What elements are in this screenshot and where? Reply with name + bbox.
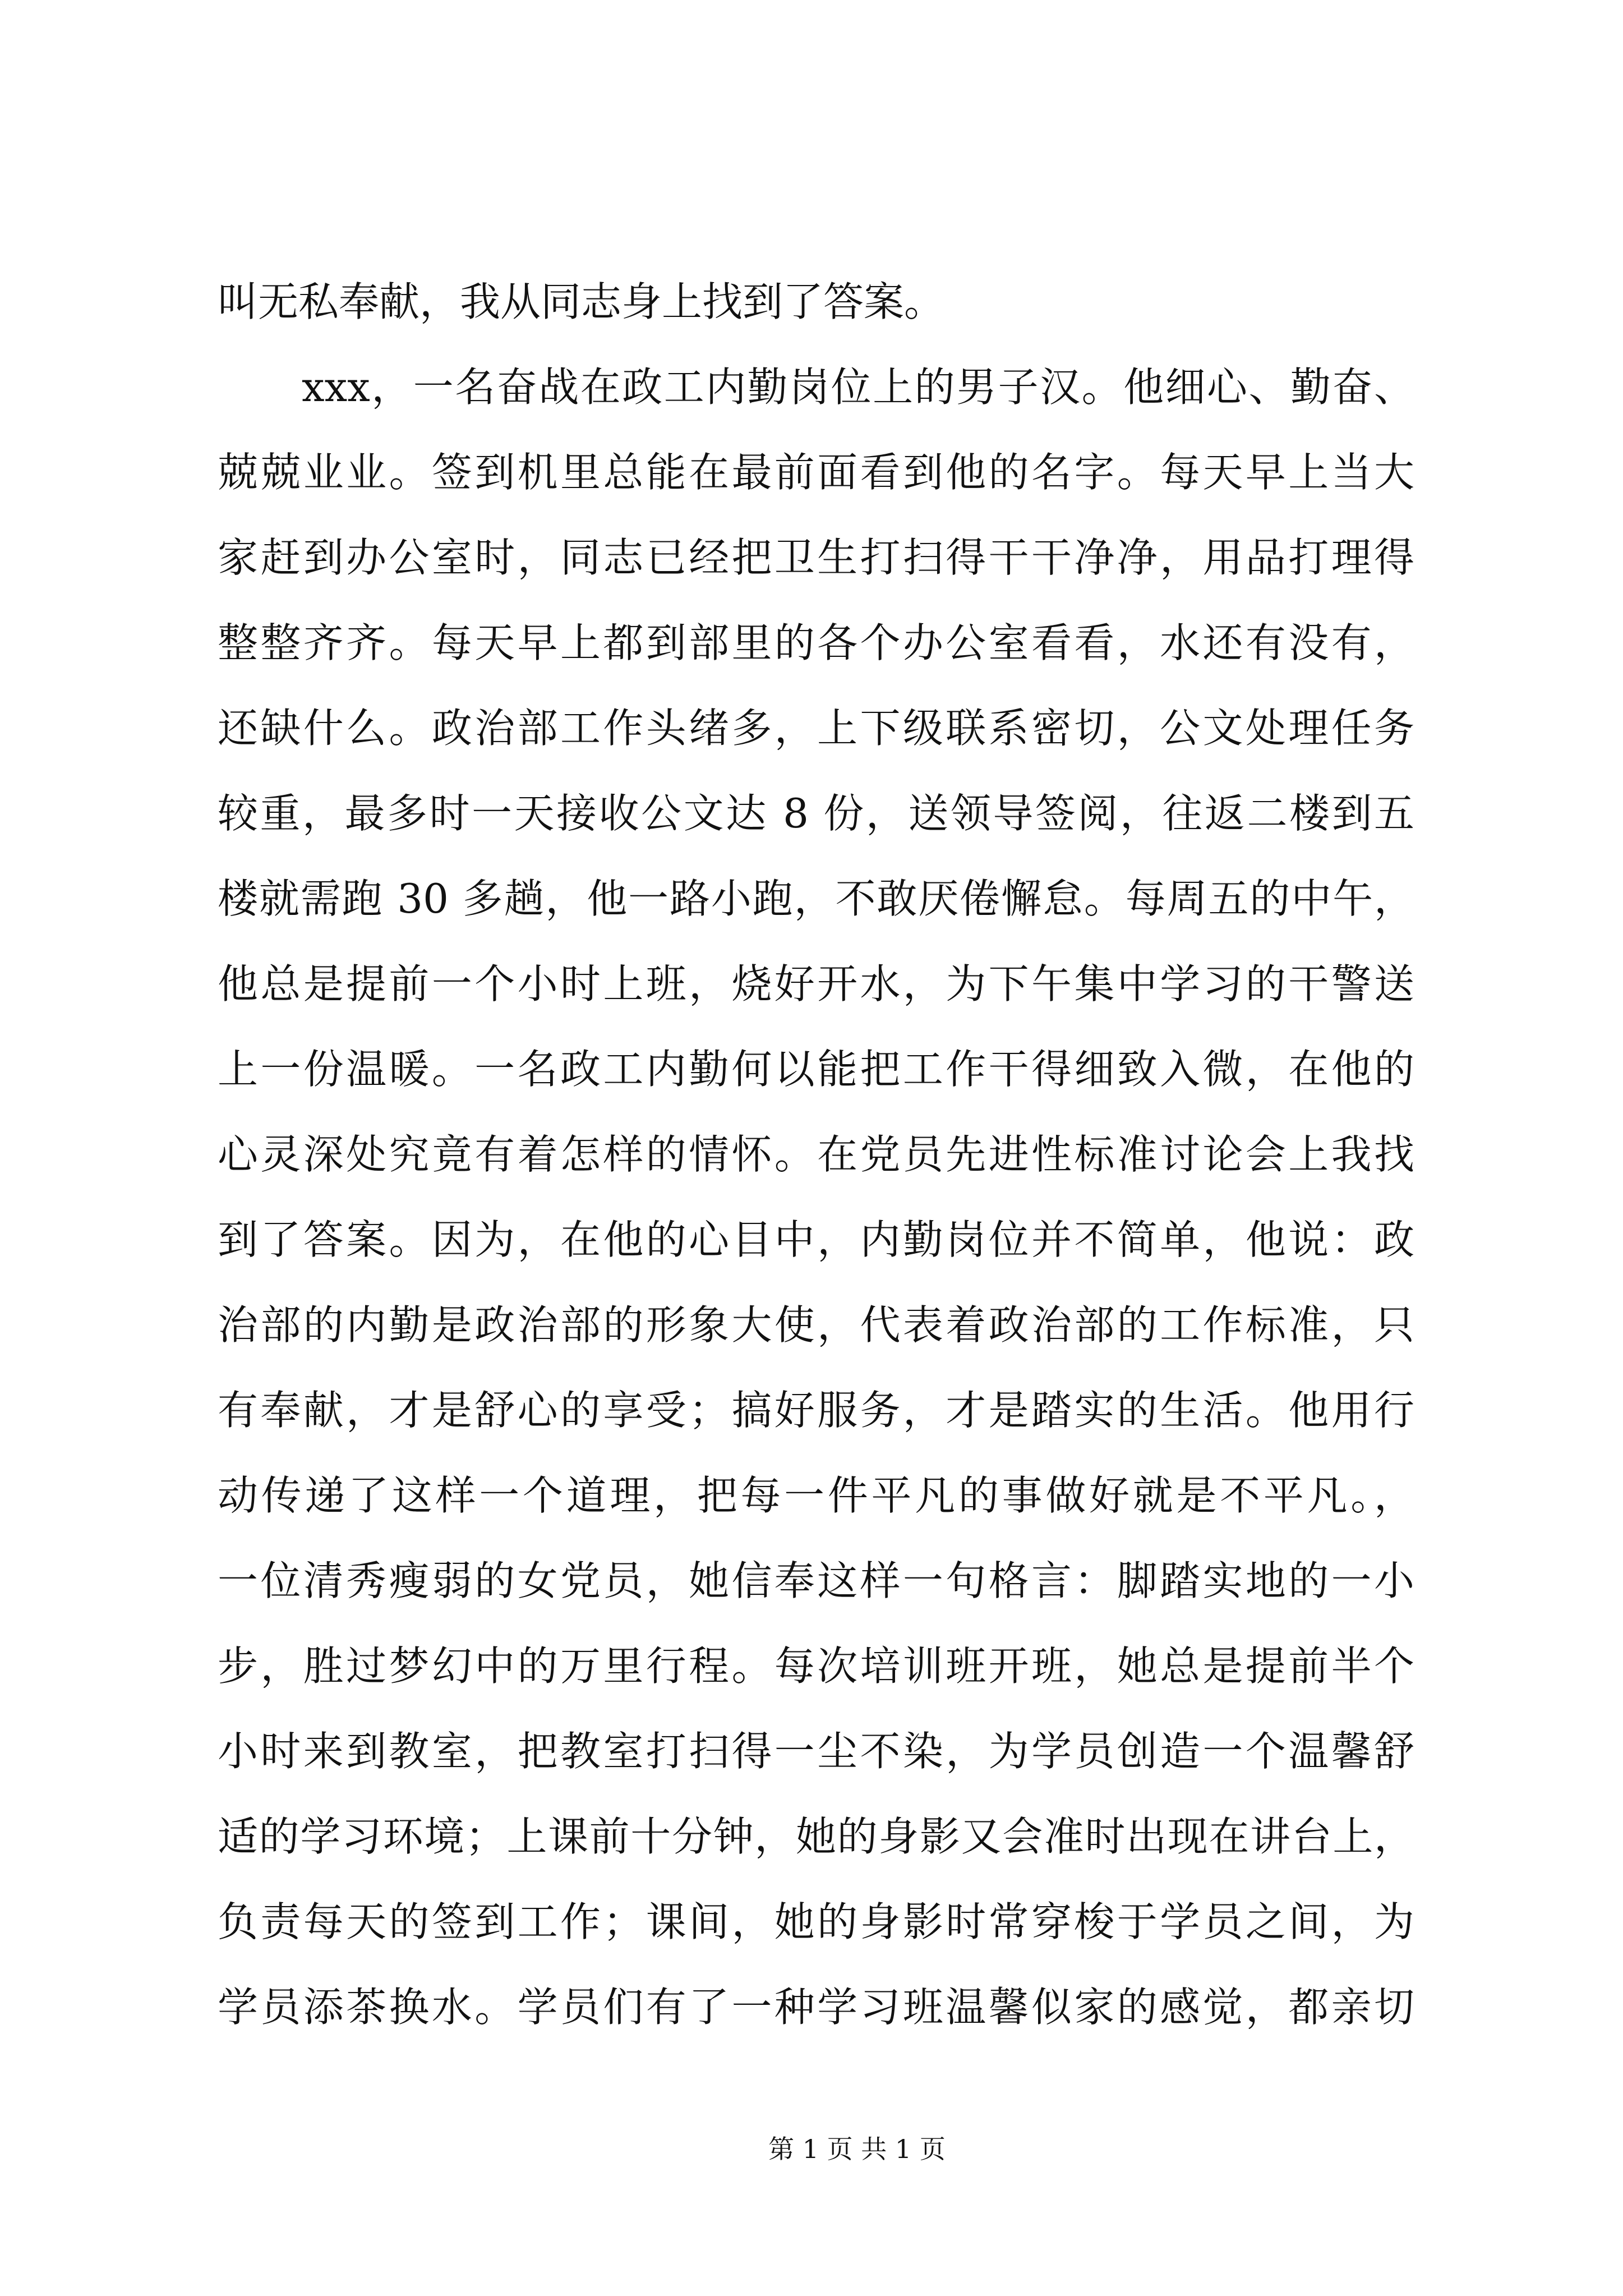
- text-line: 楼就需跑 30 多趟，他一路小跑，不敢厌倦懈怠。每周五的中午，: [218, 875, 1414, 922]
- text-line: 到了答案。因为，在他的心目中，内勤岗位并不简单，他说：政: [218, 1216, 1414, 1263]
- text-line: 他总是提前一个小时上班，烧好开水，为下午集中学习的干警送: [218, 960, 1414, 1007]
- page-number-footer: 第 1 页 共 1 页: [768, 2134, 946, 2164]
- text-line: 小时来到教室，把教室打扫得一尘不染，为学员创造一个温馨舒: [218, 1728, 1414, 1775]
- text-line: 治部的内勤是政治部的形象大使，代表着政治部的工作标准，只: [218, 1301, 1414, 1349]
- text-line: 还缺什么。政治部工作头绪多，上下级联系密切，公文处理任务: [218, 705, 1414, 752]
- text-line: 步，胜过梦幻中的万里行程。每次培训班开班，她总是提前半个: [218, 1642, 1414, 1690]
- text-line: 动传递了这样一个道理，把每一件平凡的事做好就是不平凡。，: [218, 1472, 1414, 1519]
- text-line: 兢兢业业。签到机里总能在最前面看到他的名字。每天早上当大: [218, 449, 1414, 496]
- text-line: 学员添茶换水。学员们有了一种学习班温馨似家的感觉，都亲切: [218, 1984, 1414, 2031]
- text-line: 叫无私奉献，我从同志身上找到了答案。: [218, 278, 945, 325]
- text-line: xxx，一名奋战在政工内勤岗位上的男子汉。他细心、勤奋、: [302, 364, 1414, 411]
- text-line: 负责每天的签到工作；课间，她的身影时常穿梭于学员之间，为: [218, 1898, 1414, 1945]
- text-line: 整整齐齐。每天早上都到部里的各个办公室看看，水还有没有，: [218, 619, 1414, 666]
- text-line: 有奉献，才是舒心的享受；搞好服务，才是踏实的生活。他用行: [218, 1387, 1414, 1434]
- text-line: 家赶到办公室时，同志已经把卫生打扫得干干净净，用品打理得: [218, 534, 1414, 581]
- text-line: 上一份温暖。一名政工内勤何以能把工作干得细致入微，在他的: [218, 1046, 1414, 1093]
- text-line: 较重，最多时一天接收公文达 8 份，送领导签阅，往返二楼到五: [218, 790, 1414, 837]
- text-line: 适的学习环境；上课前十分钟，她的身影又会准时出现在讲台上，: [218, 1813, 1414, 1860]
- text-line: 一位清秀瘦弱的女党员，她信奉这样一句格言：脚踏实地的一小: [218, 1557, 1414, 1604]
- text-line: 心灵深处究竟有着怎样的情怀。在党员先进性标准讨论会上我找: [218, 1131, 1414, 1178]
- document-body: [218, 259, 1414, 2050]
